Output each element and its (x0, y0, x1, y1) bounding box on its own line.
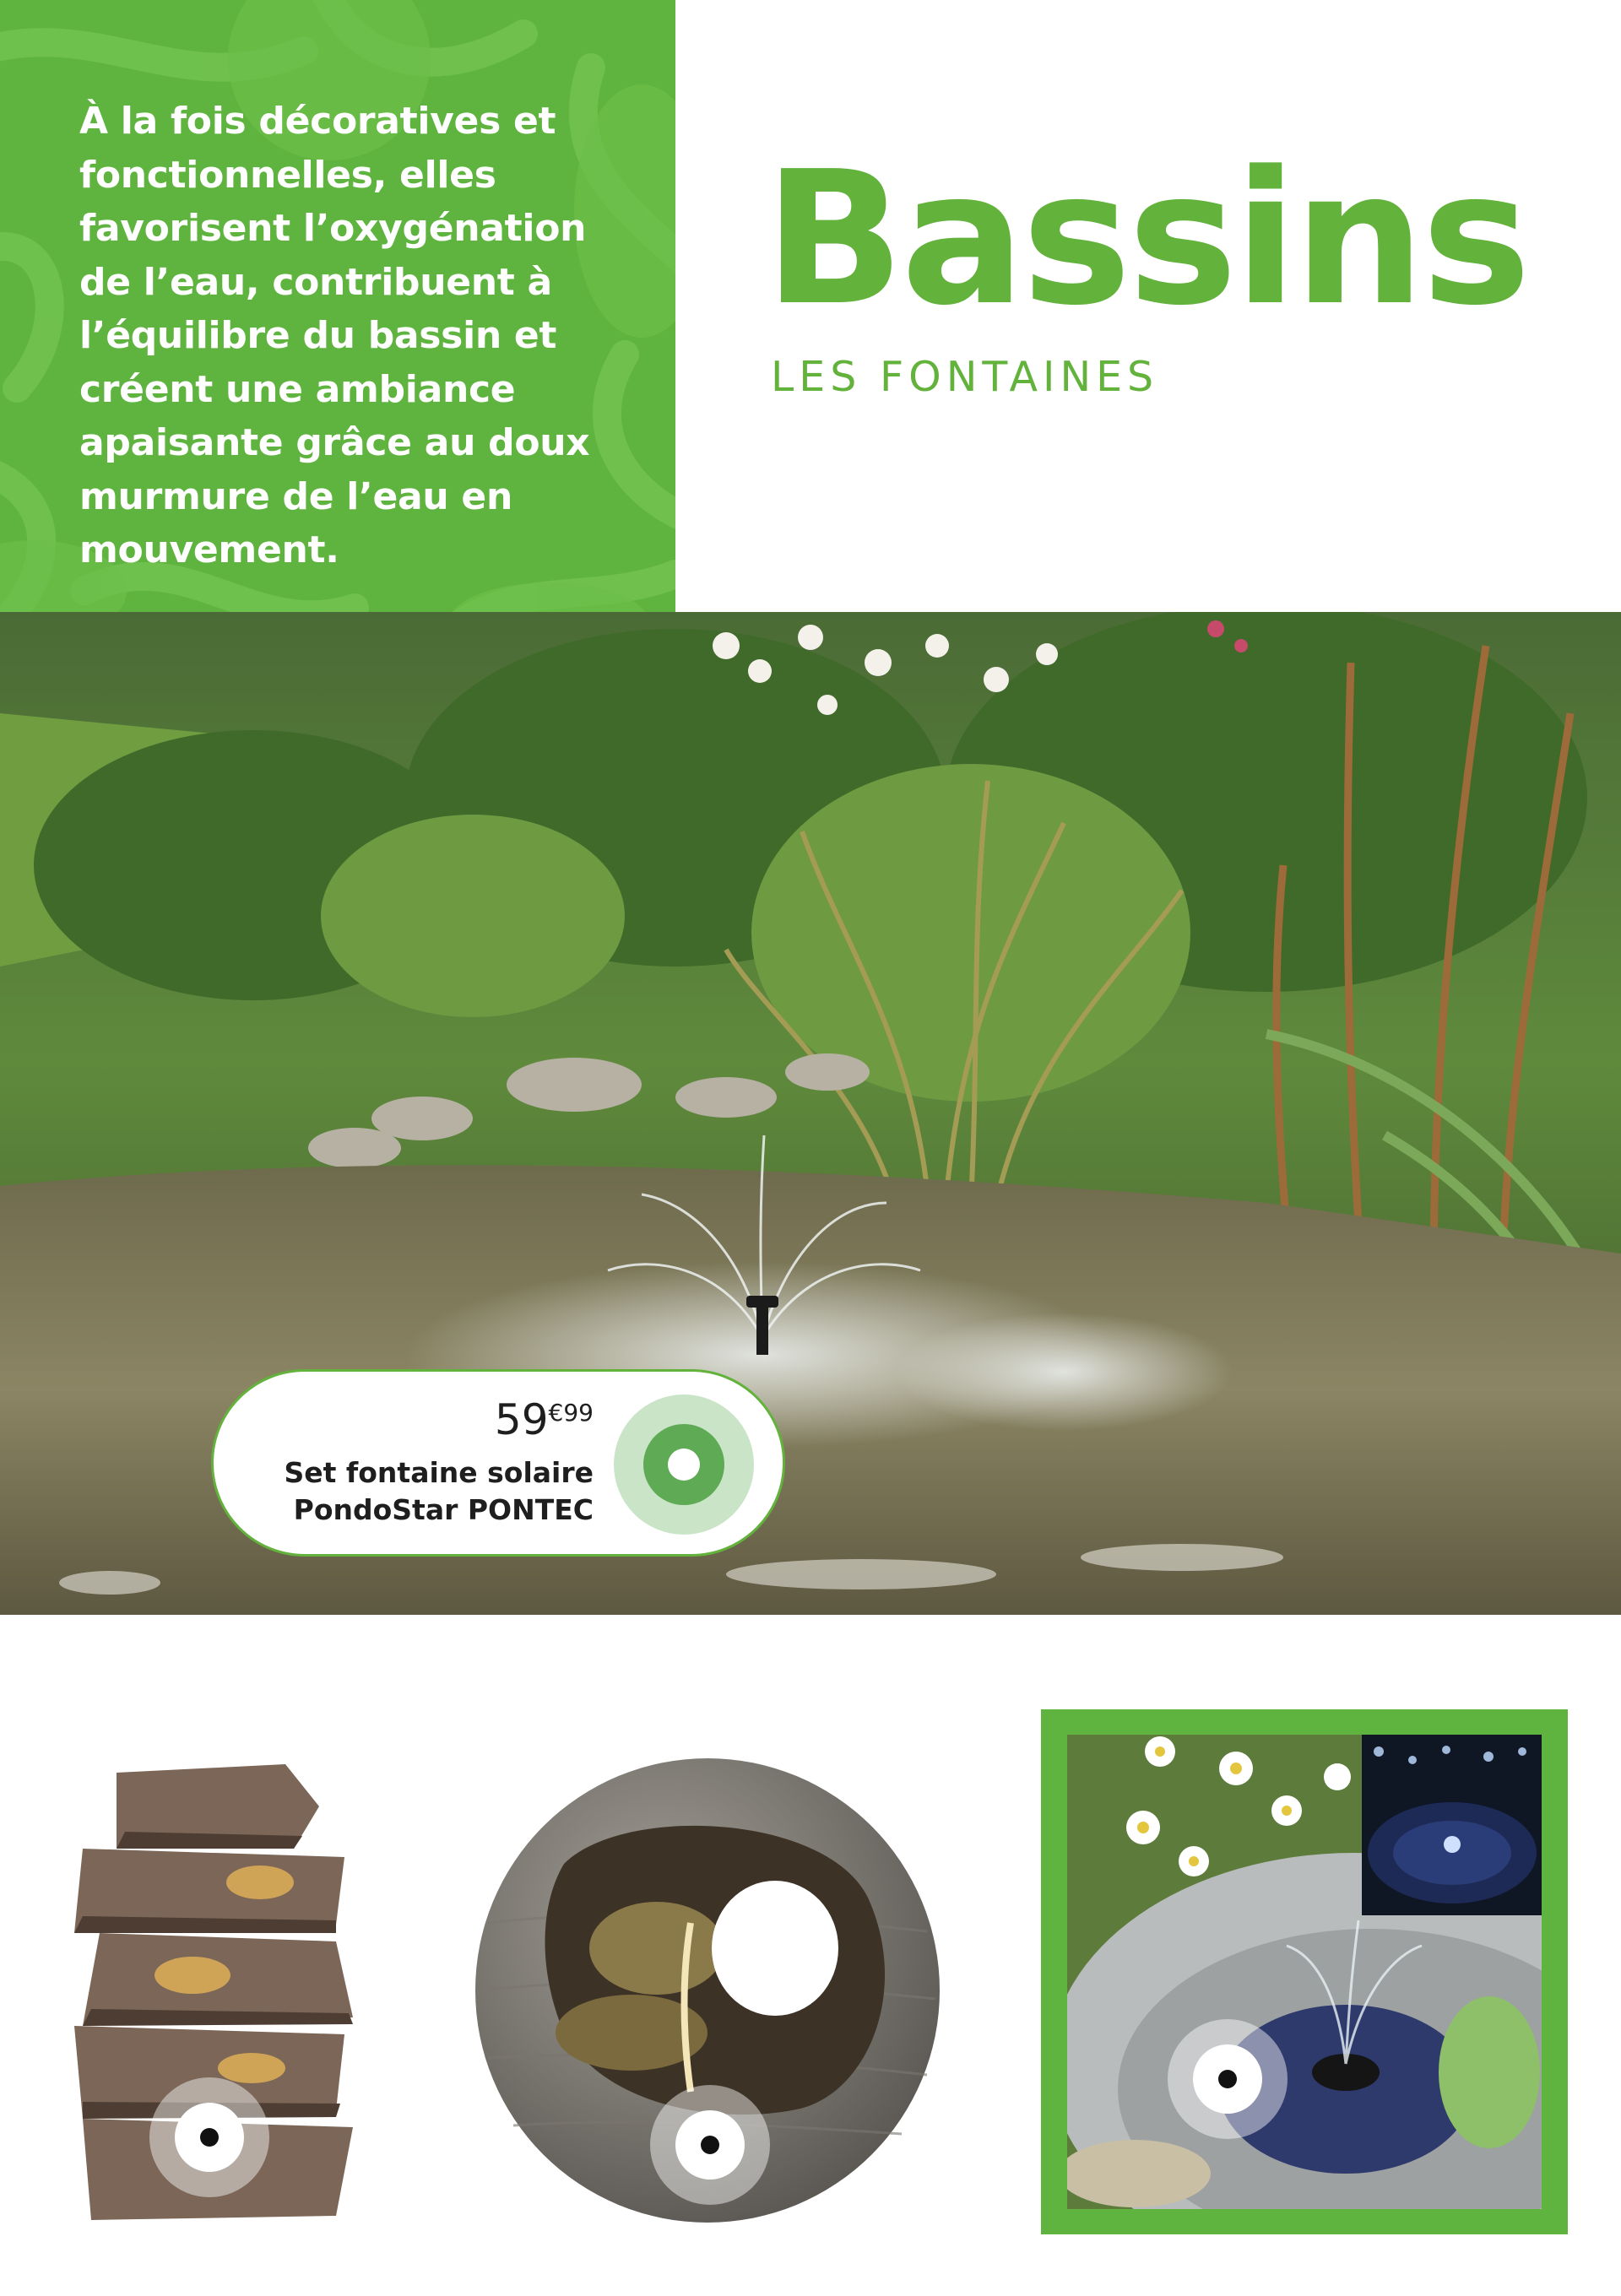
hotspot-icon[interactable] (149, 2077, 269, 2197)
product-name: Set fontaine solaire PondoStar PONTEC (284, 1456, 594, 1526)
featured-product-card[interactable] (211, 1369, 785, 1557)
intro-block (0, 0, 675, 664)
hotspot-icon[interactable] (650, 2085, 770, 2205)
product-image-solar-tub (1067, 1735, 1542, 2209)
page-title: Bassins (764, 133, 1528, 346)
hotspot-icon[interactable] (1168, 2019, 1288, 2139)
intro-text: À la fois décoratives et fonctionnelles, elles favorisent l’oxygénation de l’eau, contribuent à l’équilibre du bassin et créent une ambiance apaisante grâce au doux murmure de l’eau en mouvement. (79, 100, 590, 571)
product-inset-night-view (1362, 1735, 1542, 1915)
product-frame-solar-fountain (1041, 1709, 1568, 2234)
page-subtitle: LES FONTAINES (771, 353, 1159, 401)
hotspot-icon[interactable] (614, 1394, 754, 1535)
product-price: $59^{€99}$ (494, 1395, 594, 1444)
